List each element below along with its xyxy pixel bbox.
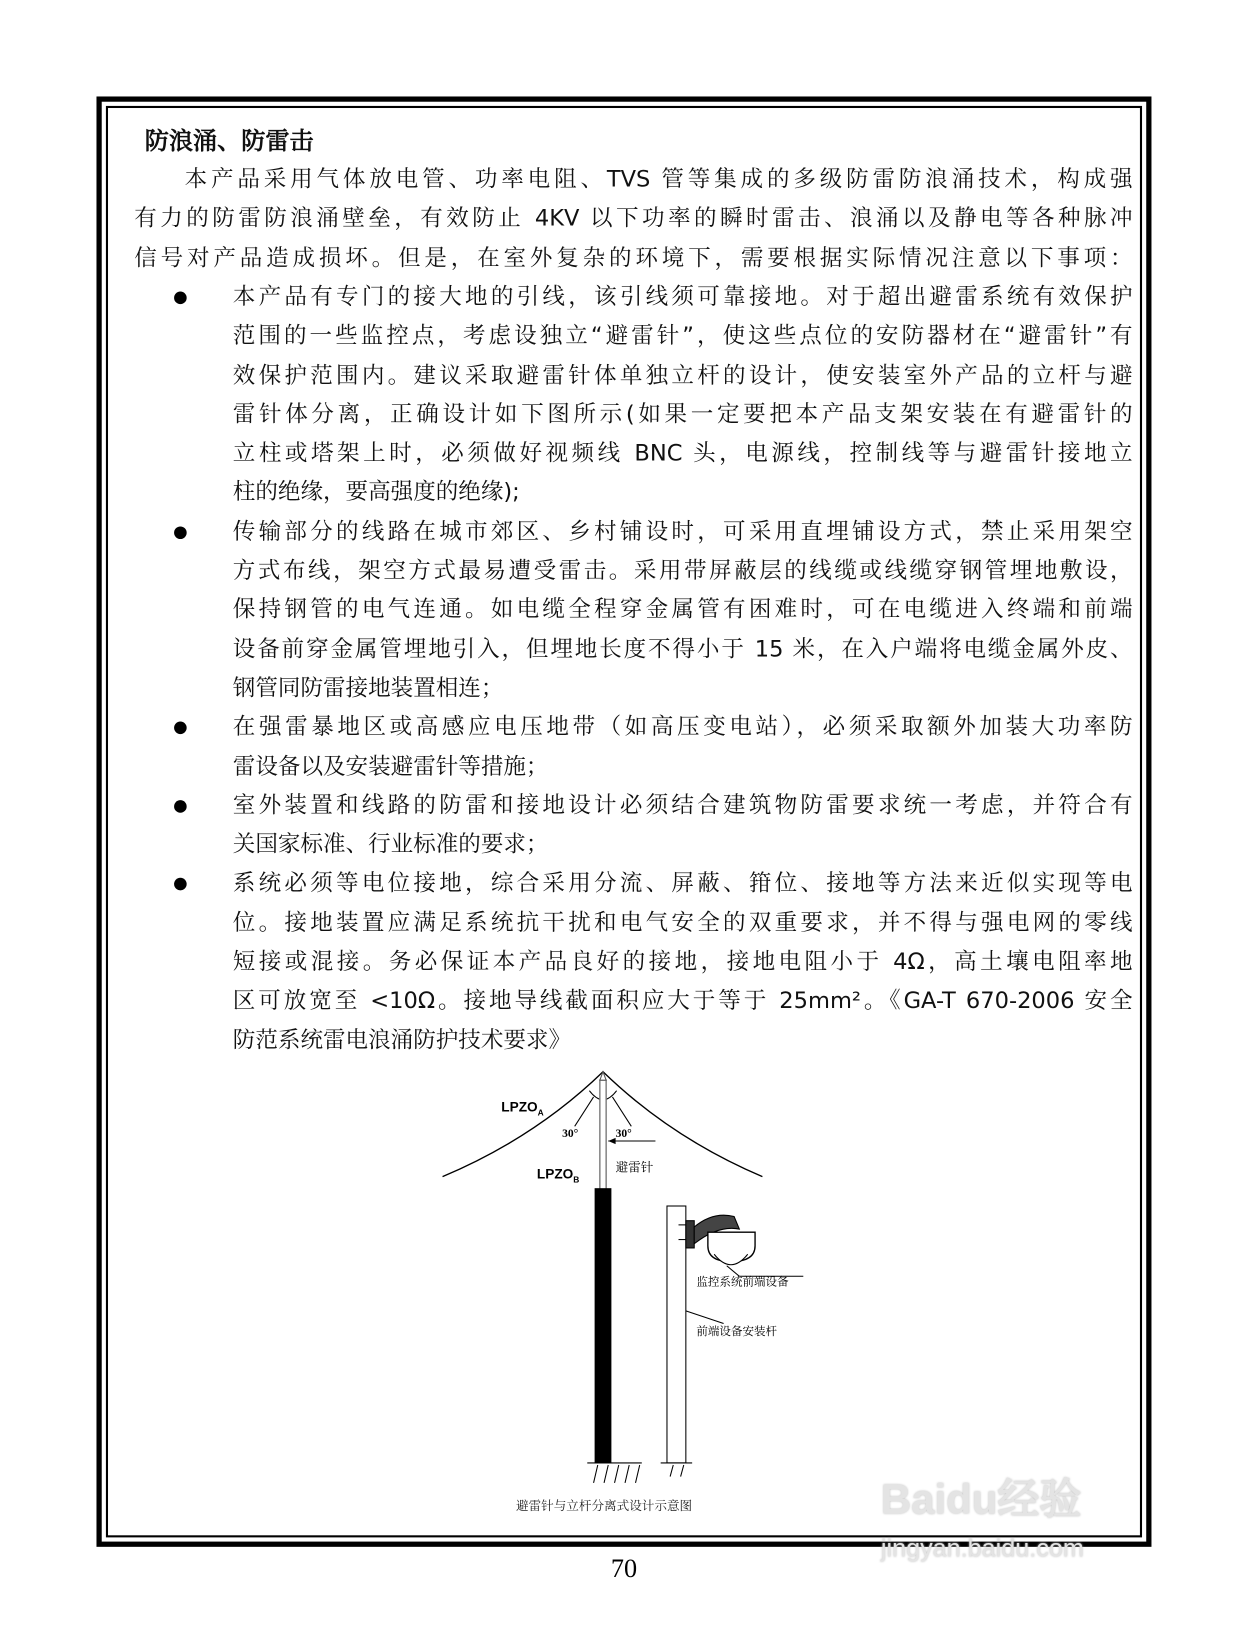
text-line: 信号对产品造成损坏。但是，在室外复杂的环境下，需要根据实际情况注意以下事项： <box>134 244 1133 272</box>
zone-a-label: $LPZO_A$ <box>501 1099 544 1118</box>
text-line: 立柱或塔架上时，必须做好视频线 BNC 头，电源线，控制线等与避雷针接地立 <box>232 440 1133 467</box>
text-line: 区可放宽至 <10Ω。接地导线截面积应大于等于 25mm²。《GA-T 670-2006 安全 <box>232 988 1133 1015</box>
camera-label: 监控系统前端设备 <box>696 1275 789 1289</box>
equipment-pole <box>667 1206 686 1463</box>
watermark <box>881 1466 1084 1564</box>
text-line: 保持钢管的电气连通。如电缆全程穿金属管有困难时，可在电缆进入终端和前端 <box>232 597 1133 624</box>
section-title: 防浪涌、防雷击 <box>144 127 314 156</box>
lightning-rod-pole <box>595 1188 612 1463</box>
text-line: 范围的一些监控点，考虑设独立“避雷针”，使这些点位的安防器材在“避雷针”有 <box>232 323 1133 350</box>
text-line: 位。接地装置应满足系统抗干扰和电气安全的双重要求，并不得与强电网的零线 <box>232 909 1133 937</box>
text-line: 方式布线，架空方式最易遭受雷击。采用带屏蔽层的线缆或线缆穿钢管埋地敷设， <box>232 557 1133 585</box>
text-line: 室外装置和线路的防雷和接地设计必须结合建筑物防雷要求统一考虑，并符合有 <box>232 792 1133 819</box>
watermark-url: jingyan.baidu.com <box>880 1534 1084 1563</box>
text-line: 柱的绝缘，要高强度的绝缘); <box>232 479 520 506</box>
text-line: 本产品有专门的接大地的引线，该引线须可靠接地。对于超出避雷系统有效保护 <box>232 284 1133 311</box>
angle-right-label: 30° <box>615 1127 632 1140</box>
text-line: 雷设备以及安装避雷针等措施； <box>232 753 549 780</box>
page-number: 70 <box>610 1555 638 1584</box>
text-line: 防范系统雷电浪涌防护技术要求》 <box>232 1027 572 1054</box>
rod-label: 避雷针 <box>615 1159 654 1175</box>
angle-left-label: 30° <box>562 1127 579 1140</box>
text-line: 本产品采用气体放电管、功率电阻、TVS 管等集成的多级防雷防浪涌技术，构成强 <box>184 166 1133 193</box>
text-line: 在强雷暴地区或高感应电压地带（如高压变电站），必须采取额外加装大功率防 <box>232 714 1133 741</box>
text-line: 关国家标准、行业标准的要求； <box>232 831 549 858</box>
text-line: 有力的防雷防浪涌壁垒，有效防止 4KV 以下功率的瞬时雷击、浪涌以及静电等各种脉冲 <box>134 205 1133 233</box>
text-line: 雷针体分离，正确设计如下图所示(如果一定要把本产品支架安装在有避雷针的 <box>232 401 1133 428</box>
pole-label: 前端设备安装杆 <box>696 1324 778 1339</box>
text-line: 短接或混接。务必保证本产品良好的接地，接地电阻小于 4Ω，高土壤电阻率地 <box>232 949 1133 976</box>
text-line: 系统必须等电位接地，综合采用分流、屏蔽、箝位、接地等方法来近似实现等电 <box>232 870 1133 898</box>
text-line: 传输部分的线路在城市郊区、乡村铺设时，可采用直埋铺设方式，禁止采用架空 <box>232 518 1133 545</box>
text-line: 钢管同防雷接地装置相连； <box>232 675 504 702</box>
diagram-caption: 避雷针与立杆分离式设计示意图 <box>515 1498 693 1514</box>
text-line: 效保护范围内。建议采取避雷针体单独立杆的设计，使安装室外产品的立杆与避 <box>232 362 1133 389</box>
zone-b-label: $LPZO_B$ <box>536 1166 580 1185</box>
watermark-brand: Baidu经验 <box>880 1476 1082 1523</box>
lightning-rod <box>600 1080 606 1190</box>
text-line: 设备前穿金属管埋地引入，但埋地长度不得小于 15 米，在入户端将电缆金属外皮、 <box>232 636 1133 663</box>
dome-camera <box>679 1215 756 1265</box>
